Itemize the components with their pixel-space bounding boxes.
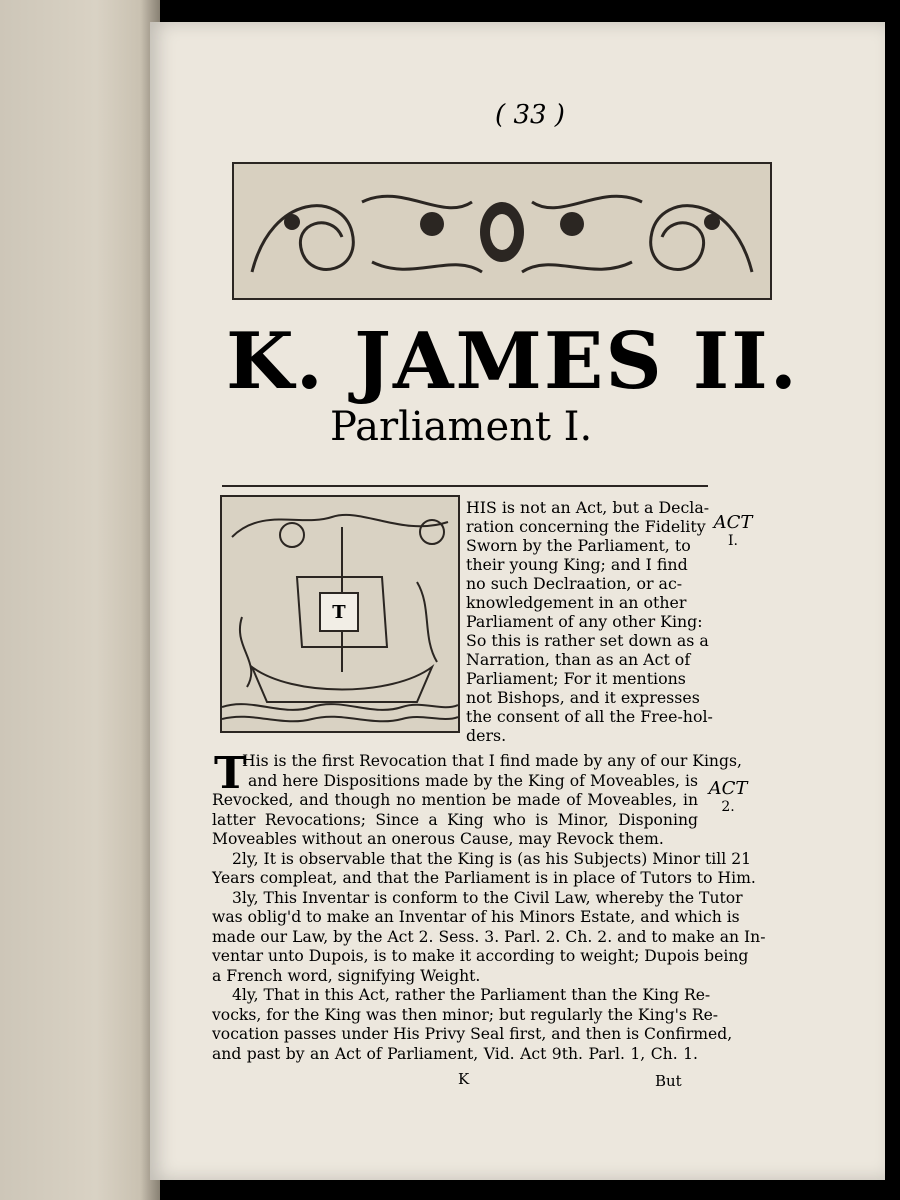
text-line: vocation passes under His Privy Seal first, and then is Confirmed, [212, 1025, 733, 1043]
decorative-headpiece-ornament [232, 162, 772, 300]
text-line: Years compleat, and that the Parliament is in place of Tutors to Him. [212, 869, 756, 887]
margin-act-number: 2. [721, 799, 735, 815]
text-line: latter Revocations; Since a King who is Minor, Disponing [212, 810, 698, 829]
text-line: a French word, signifying Weight. [212, 966, 481, 985]
text-line: and here Dispositions made by the King of Moveables, is [248, 771, 698, 790]
monarch-heading: K. JAMES II. [226, 316, 799, 407]
text-line: was oblig'd to make an Inventar of his Minors Estate, and which is [212, 908, 740, 926]
margin-act-label: ACT [713, 512, 753, 533]
facing-page-left [0, 0, 160, 1200]
woodcut-illustration [220, 495, 460, 733]
text-line: Parliament; For it mentions [466, 669, 686, 688]
drop-cap-letter: T [214, 748, 247, 799]
horizontal-rule [222, 485, 708, 487]
text-line: ration concerning the Fidelity [466, 517, 706, 536]
act-1-paragraph [466, 498, 713, 745]
text-line: no such Declraation, or ac- [466, 574, 683, 593]
text-line: their young King; and I find [466, 555, 688, 574]
text-line: Sworn by the Parliament, to [466, 536, 691, 555]
text-line: the consent of all the Free-hol- [466, 707, 713, 726]
woodcut-initial-letter: T [319, 592, 359, 632]
parliament-subheading: Parliament I. [330, 404, 593, 450]
margin-note-act-1 [708, 512, 758, 549]
margin-act-number: I. [728, 533, 738, 549]
text-line: and past by an Act of Parliament, Vid. Act 9th. Parl. 1, Ch. 1. [212, 1044, 698, 1063]
margin-act-label: ACT [708, 778, 748, 799]
margin-note-act-2 [703, 778, 753, 815]
act-2-commentary [212, 748, 766, 1064]
text-line: Parliament of any other King: [466, 612, 703, 631]
text-line: knowledgement in an other [466, 593, 687, 612]
text-line: Revocked, and though no mention be made of Moveables, in [212, 791, 698, 809]
text-line: So this is rather set down as a [466, 631, 709, 650]
text-line: 3ly, This Inventar is conform to the Civil Law, whereby the Tutor [232, 888, 743, 907]
text-line: ders. [466, 726, 507, 745]
text-line: ventar unto Dupois, is to make it according to weight; Dupois being [212, 947, 749, 965]
text-line: HIS is not an Act, but a Decla- [466, 498, 710, 517]
text-line: Narration, than as an Act of [466, 650, 691, 669]
text-line: not Bishops, and it expresses [466, 688, 700, 707]
text-line: His is the first Revocation that I find made by any of our Kings, [242, 752, 742, 770]
text-line: 4ly, That in this Act, rather the Parliament than the King Re- [232, 986, 711, 1004]
text-line: made our Law, by the Act 2. Sess. 3. Parl. 2. Ch. 2. and to make an In- [212, 927, 766, 946]
text-line: vocks, for the King was then minor; but regularly the King's Re- [212, 1005, 719, 1024]
signature-mark: K [458, 1070, 470, 1088]
text-line: 2ly, It is observable that the King is (as his Subjects) Minor till 21 [232, 849, 752, 868]
catchword: But [655, 1072, 682, 1090]
page-number: ( 33 ) [495, 100, 565, 130]
text-line: Moveables without an onerous Cause, may Revock them. [212, 830, 664, 848]
